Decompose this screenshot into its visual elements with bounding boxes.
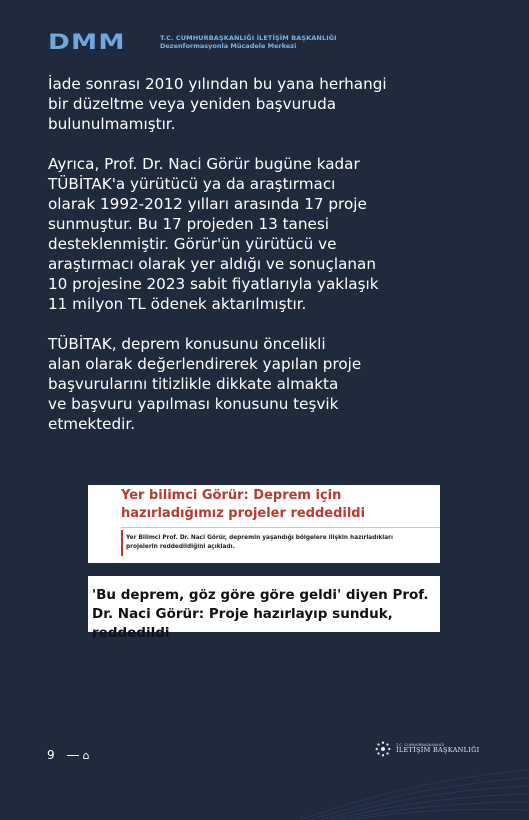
header-center-name: Dezenformasyonla Mücadele Merkezi [160,41,297,50]
header-institution: T.C. CUMHURBAŞKANLIĞI İLETİŞİM BAŞKANLIĞI [160,34,337,43]
brand-state-label: T.C. CUMHURBAŞKANLIĞI [396,742,445,747]
news-clipping-2 [88,576,440,641]
footer-dash [67,755,79,756]
clipping-2-headline: 'Bu deprem, göz göre göre geldi' diyen Prof. Dr. Naci Görür: Proje hazırlayıp sunduk, reddedildi [92,587,429,641]
page-number: 9 [47,748,55,762]
paragraph-3: TÜBİTAK, deprem konusunu öncelikli alan olarak değerlendirerek yapılan proje başvurularını titizlikle dikkate almakta ve başvuru yapılması konusunu teşvik etmektedir. [48,335,362,433]
communications-emblem-icon [374,740,392,758]
body-text [48,74,428,454]
paragraph-1: İade sonrası 2010 yılından bu yana herhangi bir düzeltme veya yeniden başvuruda bulunulmamıştır. [48,75,387,133]
dmm-logo: DMM [48,30,126,54]
home-icon: ⌂ [82,748,90,762]
clipping-1-headline: Yer bilimci Görür: Deprem için hazırladığımız projeler reddedildi [121,488,366,521]
paragraph-2: Ayrıca, Prof. Dr. Naci Görür bugüne kadar TÜBİTAK'a yürütücü ya da araştırmacı olarak 1992-2012 yılları arasında 17 proje sunmuştur. Bu 17 projeden 13 tanesi desteklenmiştir. Görür'ün yürütücü ve araştırmacı olarak yer aldığı ve sonuçlanan 10 projesine 2023 sabit fiyatlarıyla yaklaşık 11 milyon TL ödenek aktarılmıştır. [48,155,379,313]
clipping-1-accent-bar [121,530,123,556]
clipping-1-summary: Yer Bilimci Prof. Dr. Naci Görür, depremin yaşandığı bölgelere ilişkin hazırladıkları projelerin reddedildiğini açıkladı. [126,535,393,550]
brand-institution-label: İLETİŞİM BAŞKANLIĞI [396,746,480,755]
dmm-header [48,32,337,53]
dmm-logo-text [160,35,337,50]
news-clipping-1 [88,485,440,563]
page-footer [47,748,90,762]
clipping-1-divider [121,527,440,528]
footer-brand [374,740,480,758]
